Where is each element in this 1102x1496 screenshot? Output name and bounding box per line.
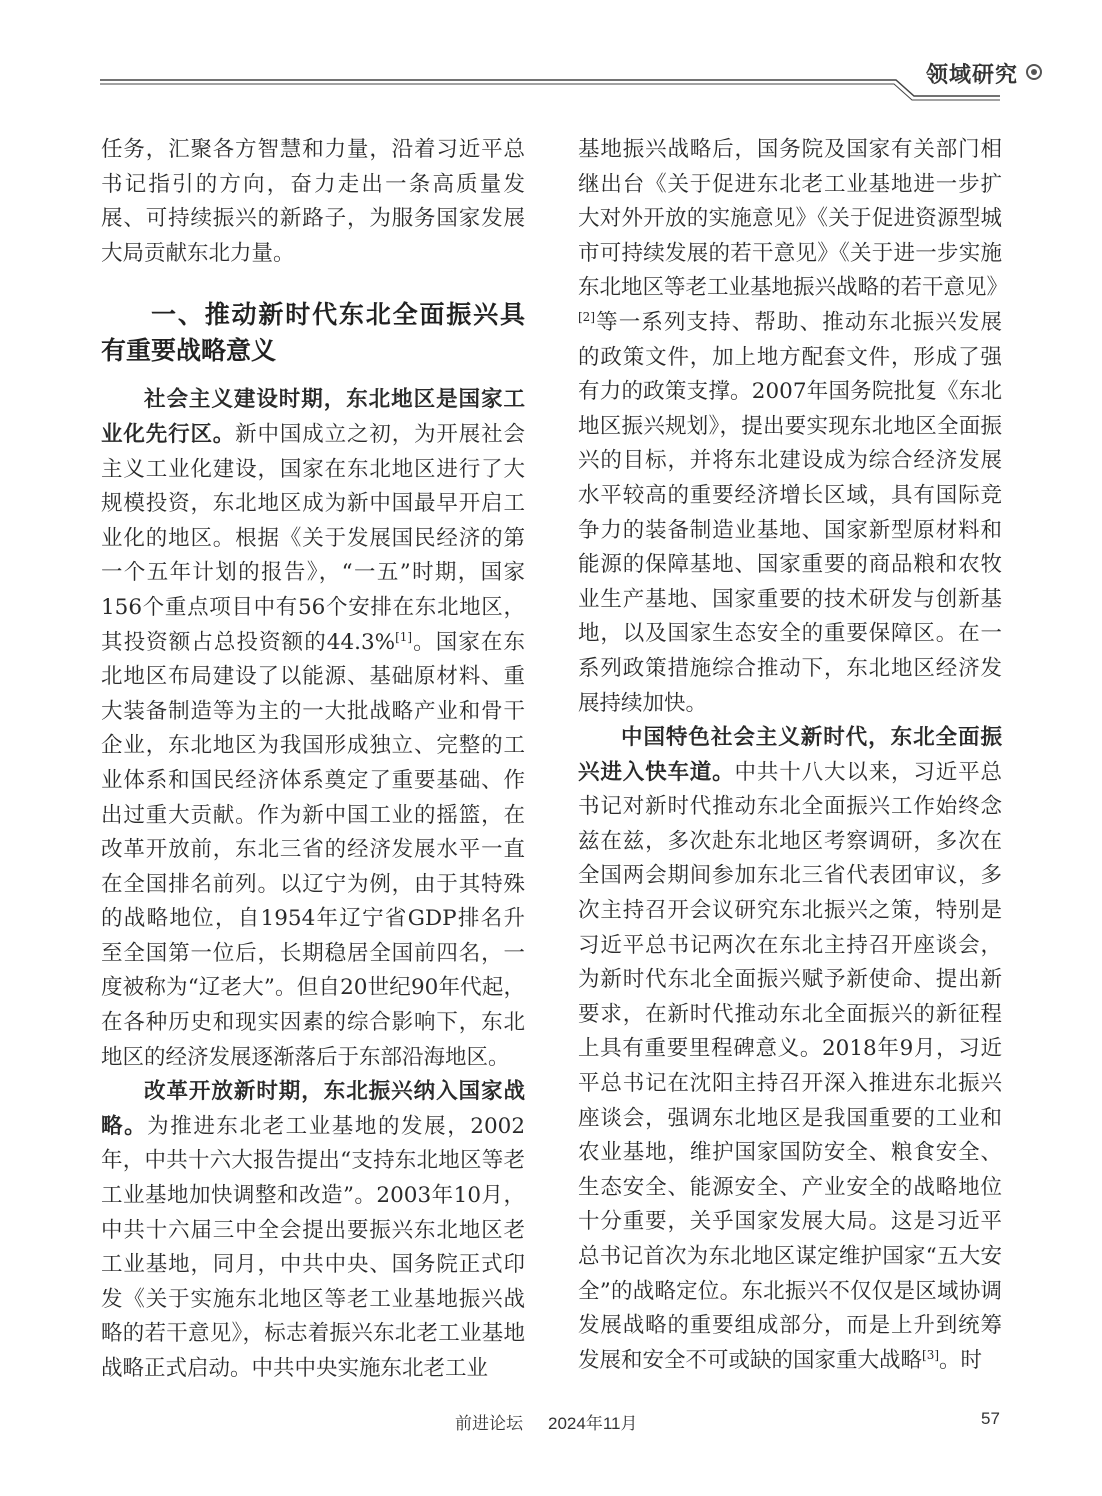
header-rule xyxy=(0,0,1102,110)
paragraph-reform-era xyxy=(101,1075,525,1386)
citation-ref: [2] xyxy=(578,309,595,324)
paragraph-text: 中共十八大以来，习近平总书记对新时代推动东北全面振兴工作始终念兹在兹，多次赴东北地区考察调研，多次在全国两会期间参加东北三省代表团审议，多次主持召开会议研究东北振兴之策，特别是习近平总书记两次在东北主持召开座谈会，为新时代东北全面振兴赋予新使命、提出新要求，在新时代推动东北全面振兴的新征程上具有重要里程碑意义。2018年9月，习近平总书记在沈阳主持召开深入推进东北振兴座谈会，强调东北地区是我国重要的工业和农业基地，维护国家国防安全、粮食安全、生态安全、能源安全、产业安全的战略地位十分重要，关乎国家发展大局。这是习近平总书记首次为东北地区谋定维护国家“五大安全”的战略定位。东北振兴不仅仅是区域协调发展战略的重要组成部分，而是上升到统筹发展和安全不可或缺的国家重大战略 xyxy=(578,759,1002,1373)
paragraph-lead: 社会主义建设时期，东北地区是国家工业化先行区。 xyxy=(101,387,525,447)
paragraph-text: 。国家在东北地区布局建设了以能源、基础原材料、重大装备制造等为主的一大批战略产业和骨干企业，东北地区为我国形成独立、完整的工业体系和国民经济体系奠定了重要基础、作出过重大贡献。作为新中国工业的摇篮，在改革开放前，东北三省的经济发展水平一直在全国排名前列。以辽宁为例，由于其特殊的战略地位，自1954年辽宁省GDP排名升至全国第一位后，长期稳居全国前四名，一度被称为“辽老大”。但自20世纪90年代起，在各种历史和现实因素的综合影响下，东北地区的经济发展逐渐落后于东部沿海地区。 xyxy=(101,629,525,1070)
paragraph-text: 新中国成立之初，为开展社会主义工业化建设，国家在东北地区进行了大规模投资，东北地区成为新中国最早开启工业化的地区。根据《关于发展国民经济的第一个五年计划的报告》，“一五”时期，国家156个重点项目中有56个安排在东北地区，其投资额占总投资额的44.3% xyxy=(101,421,525,655)
paragraph-socialist-construction xyxy=(101,383,525,1075)
paragraph-new-era xyxy=(578,721,1002,1378)
paragraph-lead: 改革开放新时期，东北振兴纳入国家战略。 xyxy=(101,1079,525,1139)
paragraph-lead: 中国特色社会主义新时代，东北全面振兴进入快车道。 xyxy=(578,725,1002,785)
journal-name: 前进论坛 xyxy=(455,1414,523,1433)
paragraph-policy-support xyxy=(578,133,1009,721)
intro-paragraph: 任务，汇聚各方智慧和力量，沿着习近平总书记指引的方向，奋力走出一条高质量发展、可持续振兴的新路子，为服务国家发展大局贡献东北力量。 xyxy=(101,137,525,266)
paragraph-text: 。时 xyxy=(939,1347,983,1373)
issue-date: 2024年11月 xyxy=(548,1414,638,1433)
citation-ref: [1] xyxy=(395,629,413,644)
page-number: 57 xyxy=(981,1409,1000,1428)
section-heading: 一、推动新时代东北全面振兴具有重要战略意义 xyxy=(101,300,525,366)
left-column xyxy=(101,133,525,1387)
right-column xyxy=(578,133,1009,1378)
paragraph-text: 等一系列支持、帮助、推动东北振兴发展的政策文件，加上地方配套文件，形成了强有力的政策支撑。2007年国务院批复《东北地区振兴规划》，提出要实现东北地区全面振兴的目标，并将东北建设成为综合经济发展水平较高的重要经济增长区域，具有国际竞争力的装备制造业基地、国家新型原材料和能源的保障基地、国家重要的商品粮和农牧业生产基地、国家重要的技术研发与创新基地，以及国家生态安全的重要保障区。在一系列政策措施综合推动下，东北地区经济发展持续加快。 xyxy=(578,309,1002,716)
citation-ref: [3] xyxy=(922,1347,940,1362)
paragraph-text: 基地振兴战略后，国务院及国家有关部门相继出台《关于促进东北老工业基地进一步扩大对外开放的实施意见》《关于促进资源型城市可持续发展的若干意见》《关于进一步实施东北地区等老工业基地振兴战略的若干意见》 xyxy=(578,137,1009,301)
section-title: 领域研究 xyxy=(925,62,1018,88)
paragraph-text: 为推进东北老工业基地的发展，2002年，中共十六大报告提出“支持东北地区等老工业基地加快调整和改造”。2003年10月，中共十六届三中全会提出要振兴东北地区老工业基地，同月，中共中央、国务院正式印发《关于实施东北地区等老工业基地振兴战略的若干意见》，标志着振兴东北老工业基地战略正式启动。中共中央实施东北老工业 xyxy=(101,1113,525,1381)
target-circle-icon xyxy=(1026,64,1042,80)
